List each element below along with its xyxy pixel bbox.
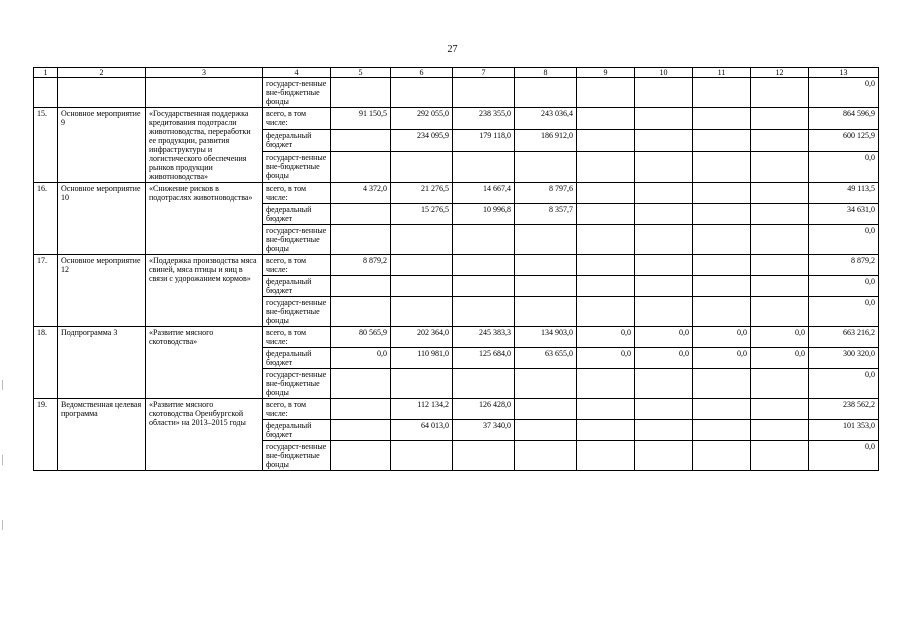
row-description: «Развитие мясного скотоводства» — [146, 327, 263, 399]
value-cell — [751, 441, 809, 471]
funding-source-label: федеральный бюджет — [263, 348, 331, 369]
value-cell — [331, 369, 391, 399]
value-cell — [635, 183, 693, 204]
value-cell: 21 276,5 — [391, 183, 453, 204]
value-cell — [453, 369, 515, 399]
column-number: 8 — [515, 68, 577, 78]
value-cell: 243 036,4 — [515, 108, 577, 130]
value-cell: 0,0 — [693, 327, 751, 348]
total-cell: 0,0 — [809, 297, 879, 327]
value-cell — [331, 399, 391, 420]
value-cell — [515, 369, 577, 399]
value-cell — [331, 276, 391, 297]
funding-source-label: государст-венные вне-бюджетные фонды — [263, 151, 331, 182]
table-row — [34, 183, 879, 204]
value-cell — [693, 108, 751, 130]
value-cell: 0,0 — [331, 348, 391, 369]
value-cell — [635, 108, 693, 130]
column-number: 1 — [34, 68, 58, 78]
value-cell: 125 684,0 — [453, 348, 515, 369]
total-cell: 663 216,2 — [809, 327, 879, 348]
value-cell — [391, 297, 453, 327]
funding-source-label: федеральный бюджет — [263, 276, 331, 297]
value-cell — [635, 151, 693, 182]
total-cell: 0,0 — [809, 78, 879, 108]
funding-source-label: федеральный бюджет — [263, 204, 331, 225]
value-cell — [751, 276, 809, 297]
value-cell — [635, 204, 693, 225]
value-cell — [635, 399, 693, 420]
total-cell: 34 631,0 — [809, 204, 879, 225]
value-cell — [391, 225, 453, 255]
row-name — [58, 78, 146, 108]
row-number: 16. — [34, 183, 58, 255]
value-cell: 234 095,9 — [391, 129, 453, 151]
total-cell: 0,0 — [809, 225, 879, 255]
total-cell: 600 125,9 — [809, 129, 879, 151]
value-cell — [751, 183, 809, 204]
value-cell — [515, 399, 577, 420]
row-number: 19. — [34, 399, 58, 471]
value-cell — [515, 225, 577, 255]
value-cell — [453, 225, 515, 255]
table-row — [34, 108, 879, 130]
column-number: 12 — [751, 68, 809, 78]
value-cell — [453, 297, 515, 327]
value-cell — [577, 399, 635, 420]
value-cell — [331, 129, 391, 151]
value-cell — [751, 369, 809, 399]
value-cell — [515, 255, 577, 276]
page-number: 27 — [447, 44, 458, 55]
value-cell — [635, 225, 693, 255]
funding-source-label: государст-венные вне-бюджетные фонды — [263, 369, 331, 399]
table-row — [34, 78, 879, 108]
value-cell — [635, 441, 693, 471]
value-cell: 292 055,0 — [391, 108, 453, 130]
value-cell — [751, 204, 809, 225]
row-number — [34, 78, 58, 108]
value-cell: 8 797,6 — [515, 183, 577, 204]
value-cell — [635, 78, 693, 108]
value-cell — [635, 420, 693, 441]
total-cell: 0,0 — [809, 441, 879, 471]
column-number: 9 — [577, 68, 635, 78]
column-number: 7 — [453, 68, 515, 78]
value-cell — [331, 78, 391, 108]
funding-source-label: всего, в том числе: — [263, 255, 331, 276]
row-description: «Снижение рисков в подотраслях животноводства» — [146, 183, 263, 255]
value-cell — [693, 297, 751, 327]
column-number: 4 — [263, 68, 331, 78]
funding-source-label: государст-венные вне-бюджетные фонды — [263, 441, 331, 471]
total-cell: 238 562,2 — [809, 399, 879, 420]
funding-source-label: государст-венные вне-бюджетные фонды — [263, 78, 331, 108]
value-cell — [693, 441, 751, 471]
value-cell — [391, 369, 453, 399]
value-cell — [331, 151, 391, 182]
column-number: 13 — [809, 68, 879, 78]
value-cell: 37 340,0 — [453, 420, 515, 441]
value-cell: 110 981,0 — [391, 348, 453, 369]
value-cell — [635, 297, 693, 327]
total-cell: 864 596,9 — [809, 108, 879, 130]
value-cell: 0,0 — [635, 327, 693, 348]
value-cell: 80 565,9 — [331, 327, 391, 348]
value-cell — [331, 204, 391, 225]
funding-source-label: федеральный бюджет — [263, 129, 331, 151]
row-number: 17. — [34, 255, 58, 327]
row-name: Основное мероприятие 9 — [58, 108, 146, 183]
value-cell — [577, 204, 635, 225]
column-number: 6 — [391, 68, 453, 78]
total-cell: 8 879,2 — [809, 255, 879, 276]
value-cell: 63 655,0 — [515, 348, 577, 369]
value-cell — [391, 255, 453, 276]
value-cell: 0,0 — [577, 327, 635, 348]
funding-source-label: всего, в том числе: — [263, 108, 331, 130]
value-cell — [693, 369, 751, 399]
value-cell — [577, 108, 635, 130]
value-cell — [453, 78, 515, 108]
value-cell — [577, 297, 635, 327]
table-row — [34, 327, 879, 348]
total-cell: 49 113,5 — [809, 183, 879, 204]
value-cell — [331, 420, 391, 441]
value-cell: 245 383,3 — [453, 327, 515, 348]
value-cell — [693, 183, 751, 204]
value-cell — [693, 225, 751, 255]
column-number: 5 — [331, 68, 391, 78]
value-cell: 10 996,8 — [453, 204, 515, 225]
total-cell: 101 353,0 — [809, 420, 879, 441]
value-cell — [577, 276, 635, 297]
table-body — [34, 78, 879, 471]
value-cell: 64 013,0 — [391, 420, 453, 441]
value-cell — [577, 183, 635, 204]
value-cell: 134 903,0 — [515, 327, 577, 348]
column-number-row — [34, 68, 879, 78]
value-cell — [751, 108, 809, 130]
value-cell — [693, 151, 751, 182]
value-cell — [391, 276, 453, 297]
value-cell: 179 118,0 — [453, 129, 515, 151]
value-cell — [751, 297, 809, 327]
row-number: 15. — [34, 108, 58, 183]
scan-margin-mark — [2, 520, 6, 530]
value-cell: 202 364,0 — [391, 327, 453, 348]
column-number: 11 — [693, 68, 751, 78]
value-cell: 15 276,5 — [391, 204, 453, 225]
value-cell — [751, 78, 809, 108]
value-cell — [577, 129, 635, 151]
value-cell — [751, 151, 809, 182]
value-cell: 112 134,2 — [391, 399, 453, 420]
value-cell: 0,0 — [693, 348, 751, 369]
value-cell: 91 150,5 — [331, 108, 391, 130]
total-cell: 0,0 — [809, 151, 879, 182]
value-cell — [331, 441, 391, 471]
value-cell — [577, 78, 635, 108]
value-cell — [577, 225, 635, 255]
value-cell — [515, 276, 577, 297]
value-cell — [577, 441, 635, 471]
row-description: «Поддержка производства мяса свиней, мяса птицы и яиц в связи с удорожанием кормов» — [146, 255, 263, 327]
value-cell — [391, 78, 453, 108]
value-cell: 8 357,7 — [515, 204, 577, 225]
value-cell — [751, 129, 809, 151]
value-cell — [693, 399, 751, 420]
value-cell: 238 355,0 — [453, 108, 515, 130]
value-cell — [453, 276, 515, 297]
value-cell — [453, 151, 515, 182]
funding-source-label: всего, в том числе: — [263, 183, 331, 204]
value-cell — [693, 78, 751, 108]
row-name: Ведомственная целевая программа — [58, 399, 146, 471]
value-cell: 126 428,0 — [453, 399, 515, 420]
budget-table — [33, 67, 879, 471]
value-cell — [751, 255, 809, 276]
funding-source-label: государст-венные вне-бюджетные фонды — [263, 225, 331, 255]
table-row — [34, 399, 879, 420]
value-cell: 0,0 — [635, 348, 693, 369]
scan-margin-mark — [2, 455, 6, 465]
total-cell: 300 320,0 — [809, 348, 879, 369]
row-name: Основное мероприятие 12 — [58, 255, 146, 327]
value-cell — [693, 420, 751, 441]
row-description: «Развитие мясного скотоводства Оренбургской области» на 2013–2015 годы — [146, 399, 263, 471]
total-cell: 0,0 — [809, 369, 879, 399]
value-cell — [577, 369, 635, 399]
table-row — [34, 255, 879, 276]
value-cell — [391, 441, 453, 471]
funding-source-label: государст-венные вне-бюджетные фонды — [263, 297, 331, 327]
value-cell — [515, 420, 577, 441]
value-cell: 8 879,2 — [331, 255, 391, 276]
value-cell — [693, 255, 751, 276]
value-cell — [693, 276, 751, 297]
scan-margin-mark — [2, 380, 6, 390]
value-cell — [751, 399, 809, 420]
value-cell — [515, 297, 577, 327]
value-cell: 14 667,4 — [453, 183, 515, 204]
row-description: «Государственная поддержка кредитования подотрасли животноводства, переработки ее продукции, развития инфраструктуры и логистического обеспечения рынков продукции животноводства» — [146, 108, 263, 183]
value-cell — [515, 151, 577, 182]
value-cell — [751, 420, 809, 441]
row-name: Подпрограмма 3 — [58, 327, 146, 399]
column-number: 2 — [58, 68, 146, 78]
value-cell — [635, 276, 693, 297]
column-number: 10 — [635, 68, 693, 78]
value-cell — [577, 151, 635, 182]
value-cell — [331, 225, 391, 255]
value-cell — [693, 129, 751, 151]
funding-source-label: федеральный бюджет — [263, 420, 331, 441]
column-number: 3 — [146, 68, 263, 78]
total-cell: 0,0 — [809, 276, 879, 297]
value-cell — [577, 255, 635, 276]
value-cell: 0,0 — [751, 348, 809, 369]
funding-source-label: всего, в том числе: — [263, 399, 331, 420]
value-cell — [577, 420, 635, 441]
value-cell — [391, 151, 453, 182]
value-cell — [635, 255, 693, 276]
value-cell — [635, 129, 693, 151]
value-cell: 4 372,0 — [331, 183, 391, 204]
value-cell — [515, 441, 577, 471]
value-cell: 186 912,0 — [515, 129, 577, 151]
row-number: 18. — [34, 327, 58, 399]
value-cell — [453, 441, 515, 471]
row-name: Основное мероприятие 10 — [58, 183, 146, 255]
row-description — [146, 78, 263, 108]
value-cell — [453, 255, 515, 276]
value-cell: 0,0 — [577, 348, 635, 369]
value-cell — [751, 225, 809, 255]
value-cell — [515, 78, 577, 108]
value-cell: 0,0 — [751, 327, 809, 348]
value-cell — [331, 297, 391, 327]
value-cell — [635, 369, 693, 399]
value-cell — [693, 204, 751, 225]
funding-source-label: всего, в том числе: — [263, 327, 331, 348]
